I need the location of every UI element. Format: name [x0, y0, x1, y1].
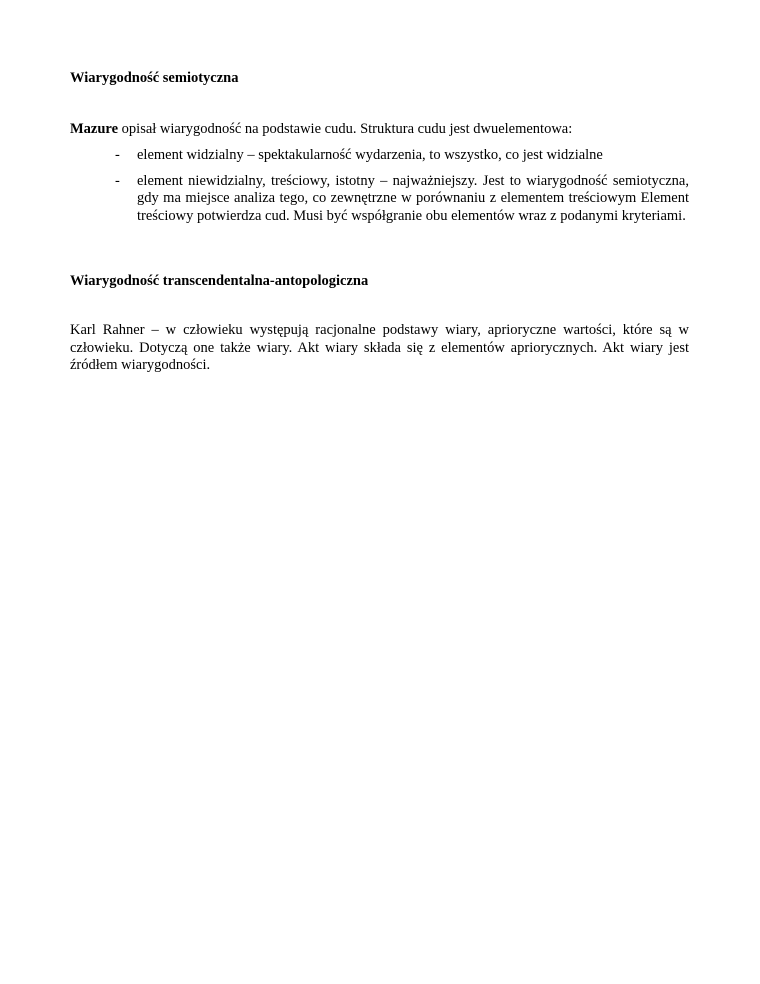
- dash-marker: -: [115, 147, 120, 163]
- intro-paragraph: [70, 121, 689, 139]
- intro-text: opisał wiarygodność na podstawie cudu. Struktura cudu jest dwuelementowa:: [118, 121, 573, 137]
- dash-marker: -: [115, 172, 120, 189]
- section-heading-transcendental: Wiarygodność transcendentalna-antopologiczna: [70, 273, 369, 289]
- document-page: [70, 0, 689, 984]
- list-item-text: element widzialny – spektakularność wydarzenia, to wszystko, co jest widzialne: [137, 147, 603, 163]
- section-heading-semiotic: Wiarygodność semiotyczna: [70, 70, 239, 86]
- list-item-text: element niewidzialny, treściowy, istotny – najważniejszy. Jest to wiarygodność semiotyczna, gdy ma miejsce analiza tego, co zewnętrzne w porównaniu z elementem treściowym Element treściowy potwierdza cud. Musi być współgranie obu elementów wraz z podanymi kryteriami.: [137, 172, 689, 224]
- list-item: [70, 147, 689, 165]
- miracle-elements-list: [70, 147, 689, 233]
- list-item: [70, 173, 689, 226]
- rahner-paragraph: Karl Rahner – w człowieku występują racjonalne podstawy wiary, aprioryczne wartości, które są w człowieku. Dotyczą one także wiary. Akt wiary składa się z elementów apriorycznych. Akt wiary jest źródłem wiarygodności.: [70, 322, 689, 373]
- author-name-bold: Mazure: [70, 121, 119, 137]
